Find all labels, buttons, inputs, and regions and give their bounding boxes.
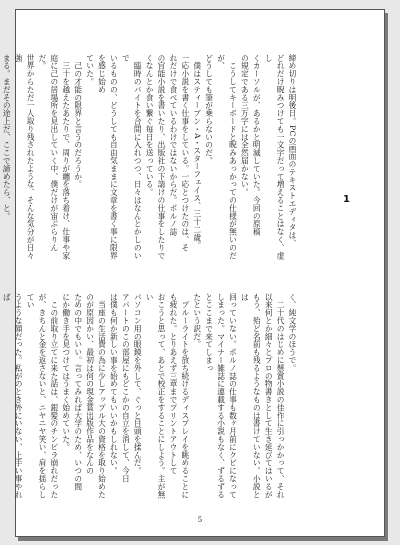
page-number: 5 [197, 516, 203, 524]
manuscript-page [2, 9, 385, 537]
lower-text-block: く、純文学のほうで。 二十代のはじめに懸賞小説の佳作に引っかかって、それ 以来何とか細々とプロの物書きとして生き延びてはいるが もう、殆ど名前も残るようなものは書けていない。小説とは 回っていない。ポルノ誌の仕事も数ヶ月前にクビになって しまった。マイナー雑誌に連載する小説もなく、ずるずるとここまで来てしまっ たという訳だ。 ブルーライトを放ち続けるディスプレイを眺めることに も疲れた。とりあえず三章までプリントアウトして おこうと思って、あとで校正をすることにしよう。主が無い パソコン用の眼鏡を外して、ぐっと目頭を揉んだ。 アパートのこの部屋にもどこかの自立を消して、今日 は僕も何か新しい事を始めてもいいかもしれない。 当座の生活費の為に少しアップル大の資格を取り始めた のが原因かい、最初は何の現金賞出版作品をなんの ための中でもいい。言ってみれば大学のため、いつの間 にか働き手を見つけてはうまく始めていた。 この前取り立てに来た話は、銀髪のチンピラ崩れだった が、きちんと金を返さないと、ニヤニヤ笑い、肩を揺らしてい うような顔だった。私がのとき外にいない、上手い事やれば [2, 293, 297, 499]
upper-text-block: 締め切りは明後日。PCの画面のテキストエディタは、 どれだけ睨みつけても一文字だって増えることはなく、虚し くカーソルが、あるかと明滅していた。今回の原稿 の規定である三万字には全然届かない。 こうしてキーボードと睨みあっかっての仕様が無いのだが、 どうしても筆が乗らないのだ。 僕はスティーブン・A・スターフェイス、三十二歳。 一応小説を書く仕事をしている。一応とつけたのは、そ れだけで食べているわけではないからだ。ポルノ誌 の官能小説を書いたり、出版社の下請けの仕事をしたりで くなんとか食い繋ぐ毎日を送っている。 臨時のバイトを合間に入れつつ、日々はなんとかしのいで いるものの、どうしても自由気ままに文章を書く事に限界を感じ始め ていた。 己の才能の限界と言うのだろうか。 三十を越えたあたりで、周りが纏を落ち着け、仕事や家 庭に己の居場所を見出していく中、僕だけが宙ぶらりんだ。 世界からただ一人取り残されたような、そんな気分が日々強 まる。まだその途上だ、ここで諦めたら、と。 [2, 54, 297, 260]
chapter-number: 1 [343, 194, 350, 205]
